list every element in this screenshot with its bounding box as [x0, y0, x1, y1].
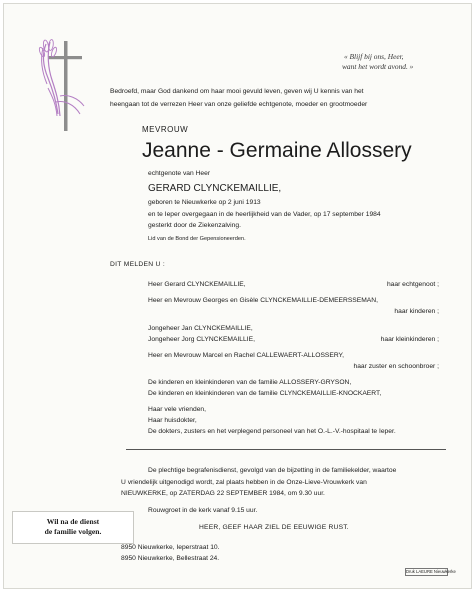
printer-mark: Druk LAEURE Nieuwkerke — [406, 569, 456, 574]
quote-line-2: want het wordt avond. » — [342, 62, 414, 71]
rouwgroet: Rouwgroet in de kerk vanaf 9.15 uur. — [148, 507, 258, 514]
intro-line-2: heengaan tot de verrezen Heer van onze geliefde echtgenote, moeder en grootmoeder — [110, 101, 368, 108]
role-children: haar kinderen ; — [394, 308, 439, 315]
spouse-label: echtgenote van Heer — [148, 170, 211, 177]
divider — [126, 449, 446, 450]
intro-line-1: Bedroefd, maar God dankend om haar mooi gevuld leven, geven wij U kennis van het — [110, 88, 364, 95]
bible-quote — [342, 52, 413, 72]
mourner-hospital: De dokters, zusters en het verplegend personeel van het O.-L.-V.-hospitaal te Ieper. — [148, 428, 396, 435]
role-sister: haar zuster en schoonbroer ; — [353, 363, 439, 370]
address-1: 8950 Nieuwkerke, Ieperstraat 10. — [121, 544, 220, 551]
deceased-title: MEVROUW — [142, 125, 189, 134]
address-2: 8950 Nieuwkerke, Bellestraat 24. — [121, 555, 220, 562]
quote-line-1: « Blijf bij ons, Heer, — [344, 52, 404, 61]
membership-info: Lid van de Bond der Gepensioneerden. — [148, 236, 246, 242]
death-notice-card — [3, 3, 472, 589]
mourner-children: Heer en Mevrouw Georges en Gisèle CLYNCKEMAILLIE-DEMEERSSEMAN, — [148, 297, 378, 304]
role-husband: haar echtgenoot ; — [386, 281, 439, 288]
mourner-friends: Haar vele vrienden, — [148, 406, 206, 413]
note-line-1: Wil na de dienst — [46, 517, 100, 526]
note-line-2: de familie volgen. — [44, 527, 102, 536]
mourner-family-allossery: De kinderen en kleinkinderen van de familie ALLOSSERY-GRYSON, — [148, 379, 352, 386]
prayer: HEER, GEEF HAAR ZIEL DE EEUWIGE RUST. — [199, 524, 349, 531]
deceased-name: Jeanne - Germaine Allossery — [142, 139, 412, 162]
funeral-line-3: NIEUWKERKE, op ZATERDAG 22 SEPTEMBER 1984, om 9.30 uur. — [121, 490, 325, 497]
sacrament-info: gesterkt door de Ziekenzalving. — [148, 222, 241, 229]
announce-label: DIT MELDEN U : — [110, 261, 165, 268]
mourner-family-clynckemaillie: De kinderen en kleinkinderen van de familie CLYNCKEMAILLIE-KNOCKAERT, — [148, 390, 382, 397]
follow-family-note — [12, 511, 134, 544]
funeral-line-2: U vriendelijk uitgenodigd wordt, zal plaats hebben in de Onze-Lieve-Vrouwkerk van — [121, 479, 367, 486]
funeral-line-1: De plechtige begrafenisdienst, gevolgd van de bijzetting in de familiekelder, waartoe — [148, 467, 397, 474]
cross-with-wheat-icon — [34, 36, 104, 136]
death-info: en te Ieper overgegaan in de heerlijkheid van de Vader, op 17 september 1984 — [148, 211, 381, 218]
mourner-grandchild-1: Jongeheer Jan CLYNCKEMAILLIE, — [148, 325, 253, 332]
mourner-grandchild-2: Jongeheer Jorg CLYNCKEMAILLIE, — [148, 336, 255, 343]
mourner-husband: Heer Gerard CLYNCKEMAILLIE, — [148, 281, 246, 288]
birth-info: geboren te Nieuwkerke op 2 juni 1913 — [148, 199, 261, 206]
spouse-name: GERARD CLYNCKEMAILLIE, — [148, 183, 282, 194]
mourner-sister: Heer en Mevrouw Marcel en Rachel CALLEWAERT-ALLOSSERY, — [148, 352, 345, 359]
mourner-doctor: Haar huisdokter, — [148, 417, 197, 424]
role-grandchildren: haar kleinkinderen ; — [380, 336, 439, 343]
